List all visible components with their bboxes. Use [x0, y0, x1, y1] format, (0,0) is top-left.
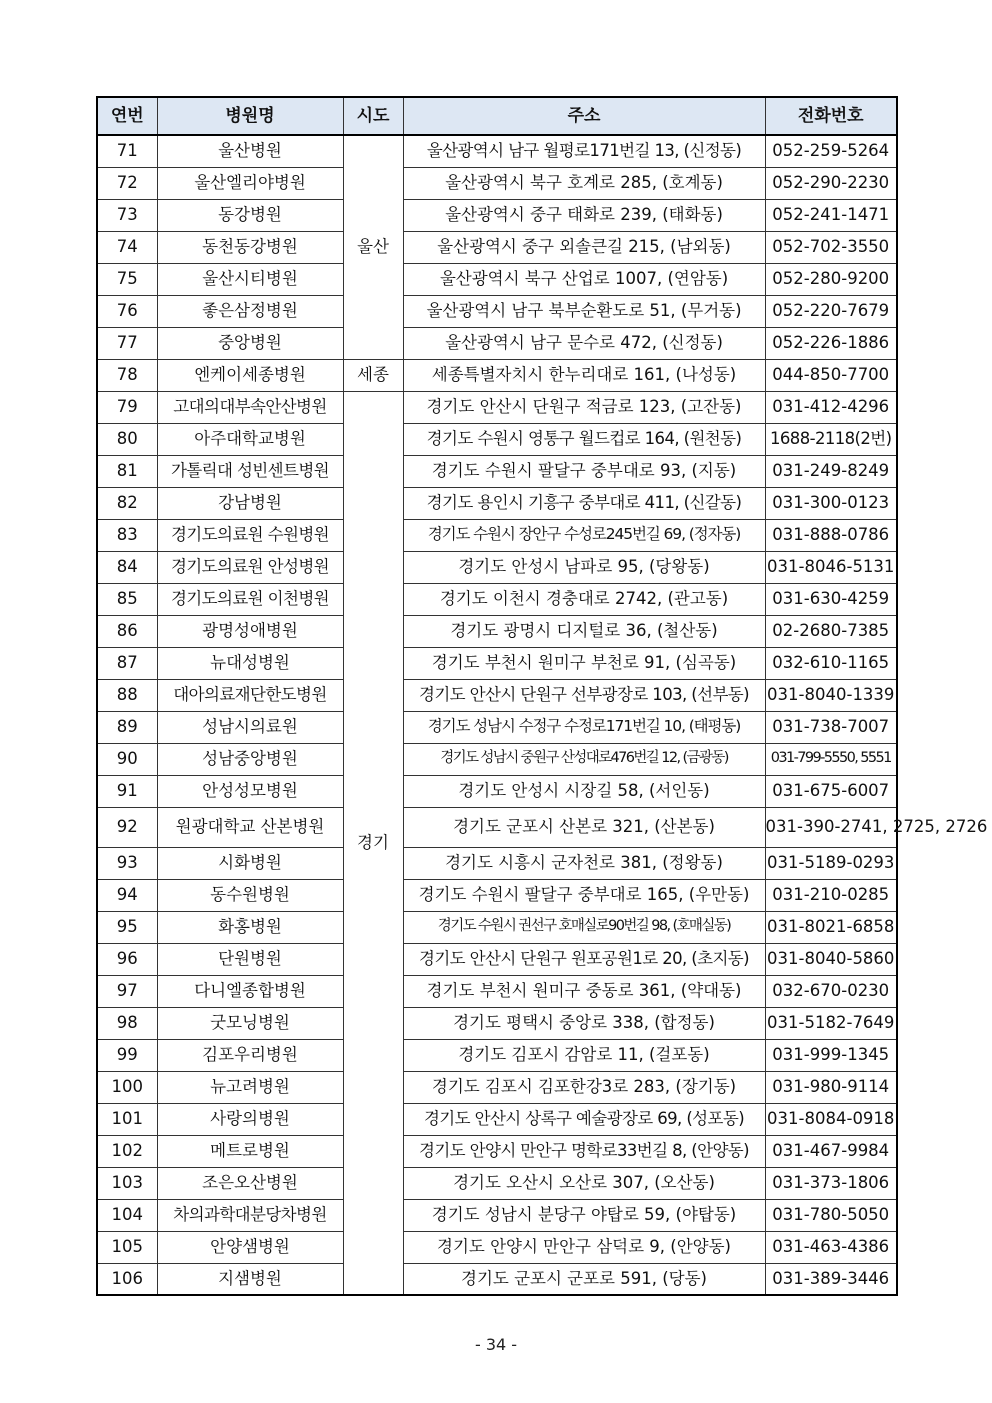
address-cell: 경기도 군포시 군포로 591, (당동) [403, 1263, 765, 1295]
header-no: 연번 [97, 97, 157, 135]
address-cell: 경기도 수원시 권선구 호매실로90번길 98, (호매실동) [403, 911, 765, 943]
row-number: 93 [97, 847, 157, 879]
row-number: 101 [97, 1103, 157, 1135]
table-row [97, 847, 897, 879]
row-number: 92 [97, 807, 157, 847]
phone-cell: 031-8040-5860 [765, 943, 897, 975]
header-address: 주소 [403, 97, 765, 135]
phone-cell: 052-290-2230 [765, 167, 897, 199]
hospital-name: 안양샘병원 [157, 1231, 343, 1263]
address-cell: 경기도 안성시 남파로 95, (당왕동) [403, 551, 765, 583]
address-cell: 경기도 수원시 팔달구 중부대로 93, (지동) [403, 455, 765, 487]
address-cell: 경기도 안양시 만안구 삼덕로 9, (안양동) [403, 1231, 765, 1263]
row-number: 85 [97, 583, 157, 615]
table-row [97, 1103, 897, 1135]
address-cell: 경기도 수원시 장안구 수성로245번길 69, (정자동) [403, 519, 765, 551]
hospital-name: 강남병원 [157, 487, 343, 519]
row-number: 95 [97, 911, 157, 943]
table-row [97, 327, 897, 359]
address-cell: 울산광역시 남구 월평로171번길 13, (신정동) [403, 135, 765, 167]
hospital-name: 동천동강병원 [157, 231, 343, 263]
hospital-name: 지샘병원 [157, 1263, 343, 1295]
row-number: 88 [97, 679, 157, 711]
hospital-name: 사랑의병원 [157, 1103, 343, 1135]
address-cell: 경기도 안산시 단원구 적금로 123, (고잔동) [403, 391, 765, 423]
hospital-name: 화홍병원 [157, 911, 343, 943]
address-cell: 경기도 부천시 원미구 부천로 91, (심곡동) [403, 647, 765, 679]
row-number: 99 [97, 1039, 157, 1071]
address-cell: 경기도 김포시 감암로 11, (걸포동) [403, 1039, 765, 1071]
address-cell: 경기도 성남시 분당구 야탑로 59, (야탑동) [403, 1199, 765, 1231]
hospital-name: 성남중앙병원 [157, 743, 343, 775]
address-cell: 경기도 부천시 원미구 중동로 361, (약대동) [403, 975, 765, 1007]
hospital-name: 엔케이세종병원 [157, 359, 343, 391]
row-number: 105 [97, 1231, 157, 1263]
table-row [97, 295, 897, 327]
address-cell: 경기도 군포시 산본로 321, (산본동) [403, 807, 765, 847]
phone-cell: 031-467-9984 [765, 1135, 897, 1167]
phone-cell: 1688-2118(2번) [765, 423, 897, 455]
table-row [97, 231, 897, 263]
row-number: 84 [97, 551, 157, 583]
table-header-row [97, 97, 897, 135]
address-cell: 울산광역시 남구 문수로 472, (신정동) [403, 327, 765, 359]
phone-cell: 031-5189-0293 [765, 847, 897, 879]
table-row [97, 455, 897, 487]
table-row [97, 1263, 897, 1295]
address-cell: 울산광역시 북구 호계로 285, (호계동) [403, 167, 765, 199]
table-row [97, 879, 897, 911]
row-number: 80 [97, 423, 157, 455]
row-number: 106 [97, 1263, 157, 1295]
row-number: 71 [97, 135, 157, 167]
table-row [97, 679, 897, 711]
header-region: 시도 [343, 97, 403, 135]
row-number: 73 [97, 199, 157, 231]
address-cell: 경기도 수원시 팔달구 중부대로 165, (우만동) [403, 879, 765, 911]
table-row [97, 487, 897, 519]
page-number: - 34 - [474, 1335, 518, 1354]
address-cell: 세종특별자치시 한누리대로 161, (나성동) [403, 359, 765, 391]
region-cell: 세종 [343, 359, 403, 391]
row-number: 75 [97, 263, 157, 295]
address-cell: 경기도 김포시 김포한강3로 283, (장기동) [403, 1071, 765, 1103]
address-cell: 경기도 안양시 만안구 명학로33번길 8, (안양동) [403, 1135, 765, 1167]
phone-cell: 031-389-3446 [765, 1263, 897, 1295]
table-row [97, 943, 897, 975]
phone-cell: 031-300-0123 [765, 487, 897, 519]
phone-cell: 052-259-5264 [765, 135, 897, 167]
address-cell: 울산광역시 북구 산업로 1007, (연암동) [403, 263, 765, 295]
address-cell: 경기도 평택시 중앙로 338, (합정동) [403, 1007, 765, 1039]
table-row [97, 583, 897, 615]
row-number: 94 [97, 879, 157, 911]
table-row [97, 263, 897, 295]
phone-cell: 052-220-7679 [765, 295, 897, 327]
address-cell: 경기도 수원시 영통구 월드컵로 164, (원천동) [403, 423, 765, 455]
row-number: 78 [97, 359, 157, 391]
table-row [97, 167, 897, 199]
hospital-name: 안성성모병원 [157, 775, 343, 807]
phone-cell: 02-2680-7385 [765, 615, 897, 647]
table-row [97, 135, 897, 167]
phone-cell: 031-249-8249 [765, 455, 897, 487]
phone-cell: 031-5182-7649 [765, 1007, 897, 1039]
hospital-name: 아주대학교병원 [157, 423, 343, 455]
hospital-name: 동강병원 [157, 199, 343, 231]
hospital-name: 메트로병원 [157, 1135, 343, 1167]
row-number: 90 [97, 743, 157, 775]
table-row [97, 359, 897, 391]
phone-cell: 031-675-6007 [765, 775, 897, 807]
table-row [97, 1135, 897, 1167]
address-cell: 경기도 오산시 오산로 307, (오산동) [403, 1167, 765, 1199]
address-cell: 울산광역시 중구 외솔큰길 215, (남외동) [403, 231, 765, 263]
address-cell: 울산광역시 남구 북부순환도로 51, (무거동) [403, 295, 765, 327]
table-row [97, 551, 897, 583]
table-row [97, 391, 897, 423]
row-number: 74 [97, 231, 157, 263]
phone-cell: 052-702-3550 [765, 231, 897, 263]
phone-cell: 032-610-1165 [765, 647, 897, 679]
phone-cell: 031-8046-5131 [765, 551, 897, 583]
hospital-table [96, 96, 988, 1296]
table-row [97, 423, 897, 455]
hospital-name: 시화병원 [157, 847, 343, 879]
row-number: 102 [97, 1135, 157, 1167]
header-phone: 전화번호 [765, 97, 897, 135]
row-number: 83 [97, 519, 157, 551]
row-number: 89 [97, 711, 157, 743]
phone-cell: 031-630-4259 [765, 583, 897, 615]
hospital-name: 굿모닝병원 [157, 1007, 343, 1039]
row-number: 76 [97, 295, 157, 327]
row-number: 72 [97, 167, 157, 199]
address-cell: 경기도 광명시 디지털로 36, (철산동) [403, 615, 765, 647]
table-row [97, 1231, 897, 1263]
row-number: 91 [97, 775, 157, 807]
hospital-name: 가톨릭대 성빈센트병원 [157, 455, 343, 487]
row-number: 98 [97, 1007, 157, 1039]
hospital-name: 성남시의료원 [157, 711, 343, 743]
table-body [97, 135, 988, 1295]
table-row [97, 975, 897, 1007]
hospital-name: 좋은삼정병원 [157, 295, 343, 327]
table-row [97, 199, 897, 231]
phone-cell: 031-390-2741, 2725, 2726 [765, 807, 897, 847]
hospital-name: 김포우리병원 [157, 1039, 343, 1071]
hospital-name: 대아의료재단한도병원 [157, 679, 343, 711]
phone-cell: 044-850-7700 [765, 359, 897, 391]
table-row [97, 743, 897, 775]
row-number: 104 [97, 1199, 157, 1231]
phone-cell: 031-463-4386 [765, 1231, 897, 1263]
address-cell: 경기도 이천시 경충대로 2742, (관고동) [403, 583, 765, 615]
phone-cell: 031-980-9114 [765, 1071, 897, 1103]
phone-cell: 032-670-0230 [765, 975, 897, 1007]
address-cell: 경기도 안산시 단원구 선부광장로 103, (선부동) [403, 679, 765, 711]
phone-cell: 052-280-9200 [765, 263, 897, 295]
table-row [97, 775, 897, 807]
address-cell: 경기도 안산시 단원구 원포공원1로 20, (초지동) [403, 943, 765, 975]
table-row [97, 519, 897, 551]
table-row [97, 1071, 897, 1103]
table-row [97, 807, 897, 847]
hospital-name: 울산병원 [157, 135, 343, 167]
region-cell: 경기 [343, 391, 403, 1295]
phone-cell: 031-888-0786 [765, 519, 897, 551]
phone-cell: 052-241-1471 [765, 199, 897, 231]
table-row [97, 1007, 897, 1039]
phone-cell: 031-8021-6858 [765, 911, 897, 943]
phone-cell: 031-8040-1339 [765, 679, 897, 711]
table-row [97, 615, 897, 647]
hospital-name: 경기도의료원 이천병원 [157, 583, 343, 615]
table-row [97, 1167, 897, 1199]
phone-cell: 031-738-7007 [765, 711, 897, 743]
phone-cell: 031-780-5050 [765, 1199, 897, 1231]
address-cell: 경기도 성남시 중원구 산성대로476번길 12, (금광동) [403, 743, 765, 775]
phone-cell: 031-8084-0918 [765, 1103, 897, 1135]
address-cell: 경기도 시흥시 군자천로 381, (정왕동) [403, 847, 765, 879]
address-cell: 경기도 용인시 기흥구 중부대로 411, (신갈동) [403, 487, 765, 519]
table-row [97, 1039, 897, 1071]
table-row [97, 647, 897, 679]
hospital-name: 경기도의료원 안성병원 [157, 551, 343, 583]
hospital-name: 차의과학대분당차병원 [157, 1199, 343, 1231]
row-number: 82 [97, 487, 157, 519]
hospital-name: 뉴대성병원 [157, 647, 343, 679]
phone-cell: 031-999-1345 [765, 1039, 897, 1071]
hospital-name: 조은오산병원 [157, 1167, 343, 1199]
row-number: 77 [97, 327, 157, 359]
address-cell: 경기도 성남시 수정구 수정로171번길 10, (태평동) [403, 711, 765, 743]
phone-cell: 031-373-1806 [765, 1167, 897, 1199]
phone-cell: 031-412-4296 [765, 391, 897, 423]
address-cell: 경기도 안산시 상록구 예술광장로 69, (성포동) [403, 1103, 765, 1135]
table-row [97, 711, 897, 743]
address-cell: 울산광역시 중구 태화로 239, (태화동) [403, 199, 765, 231]
row-number: 87 [97, 647, 157, 679]
phone-cell: 052-226-1886 [765, 327, 897, 359]
table-row [97, 911, 897, 943]
phone-cell: 031-799-5550, 5551 [765, 743, 897, 775]
hospital-name: 단원병원 [157, 943, 343, 975]
address-cell: 경기도 안성시 시장길 58, (서인동) [403, 775, 765, 807]
hospital-name: 동수원병원 [157, 879, 343, 911]
hospital-name: 고대의대부속안산병원 [157, 391, 343, 423]
row-number: 86 [97, 615, 157, 647]
hospital-name: 울산시티병원 [157, 263, 343, 295]
hospital-name: 중앙병원 [157, 327, 343, 359]
row-number: 79 [97, 391, 157, 423]
header-hospital-name: 병원명 [157, 97, 343, 135]
hospital-name: 원광대학교 산본병원 [157, 807, 343, 847]
row-number: 96 [97, 943, 157, 975]
hospital-name: 뉴고려병원 [157, 1071, 343, 1103]
row-number: 100 [97, 1071, 157, 1103]
row-number: 97 [97, 975, 157, 1007]
hospital-name: 광명성애병원 [157, 615, 343, 647]
region-cell: 울산 [343, 135, 403, 359]
hospital-name: 경기도의료원 수원병원 [157, 519, 343, 551]
row-number: 81 [97, 455, 157, 487]
row-number: 103 [97, 1167, 157, 1199]
phone-cell: 031-210-0285 [765, 879, 897, 911]
table-row [97, 1199, 897, 1231]
hospital-name: 울산엘리야병원 [157, 167, 343, 199]
hospital-name: 다니엘종합병원 [157, 975, 343, 1007]
